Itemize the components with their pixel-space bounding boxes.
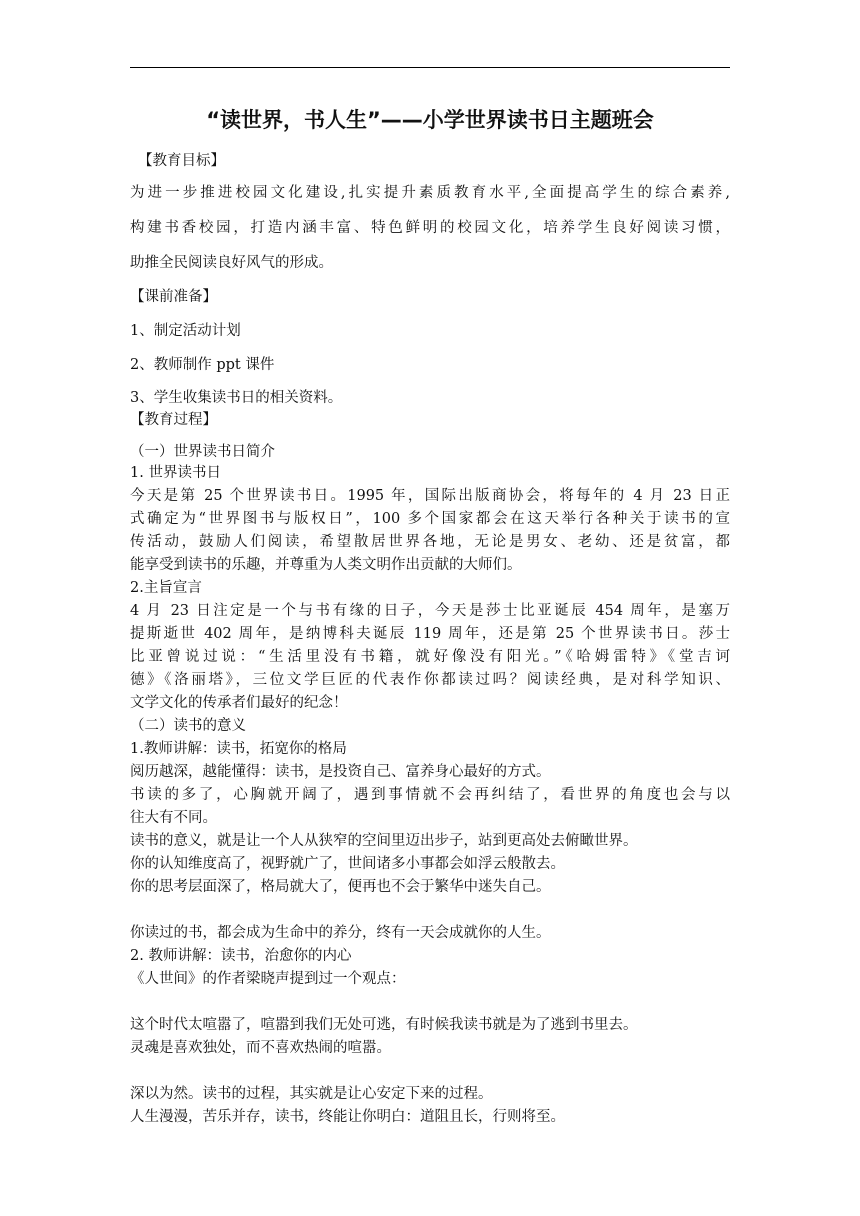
body-line: 今天是第 25 个世界读书日。1995 年，国际出版商协会，将每年的 4 月 23 日正 (130, 488, 730, 504)
quote-line: 灵魂是喜欢独处，而不喜欢热闹的喧嚣。 (130, 1040, 391, 1056)
section-heading: （二）读书的意义 (130, 718, 246, 734)
body-line: 读书的意义，就是让一个人从狭窄的空间里迈出步子，站到更高处去俯瞰世界。 (130, 833, 638, 849)
sub-heading: 2.主旨宣言 (130, 580, 202, 596)
body-line: 你读过的书，都会成为生命中的养分，终有一天会成就你的人生。 (130, 925, 551, 941)
body-line: 人生漫漫，苦乐并存，读书，终能让你明白：道阻且长，行则将至。 (130, 1109, 565, 1125)
body-line: 阅历越深，越能懂得：读书，是投资自己、富养身心最好的方式。 (130, 764, 551, 780)
body-line: 你的思考层面深了，格局就大了，便再也不会于繁华中迷失自己。 (130, 879, 551, 895)
body-line: 你的认知维度高了，视野就广了，世间诸多小事都会如浮云般散去。 (130, 856, 565, 872)
body-line: 式确定为“世界图书与版权日”，100 多个国家都会在这天举行各种关于读书的宣 (130, 511, 730, 527)
goal-heading: 【教育目标】 (138, 153, 225, 169)
body-line: 能享受到读书的乐趣，并尊重为人类文明作出贡献的大师们。 (130, 557, 522, 573)
body-line: 德》《洛丽塔》，三位文学巨匠的代表作你都读过吗？阅读经典，是对科学知识、 (130, 672, 730, 688)
goal-line: 为进一步推进校园文化建设,扎实提升素质教育水平,全面提高学生的综合素养, (130, 185, 730, 201)
body-line: 书读的多了，心胸就开阔了，遇到事情就不会再纠结了，看世界的角度也会与以 (130, 787, 730, 803)
sub-heading: 2. 教师讲解：读书，治愈你的内心 (130, 948, 352, 964)
section-heading: （一）世界读书日简介 (130, 444, 275, 460)
body-line: 文学文化的传承者们最好的纪念！ (130, 695, 348, 711)
prep-item: 3、学生收集读书日的相关资料。 (130, 390, 343, 406)
page-title: “读世界，书人生”——小学世界读书日主题班会 (206, 108, 654, 132)
sub-heading: 1. 世界读书日 (130, 465, 221, 481)
quote-line: 这个时代太喧嚣了，喧嚣到我们无处可逃，有时候我读书就是为了逃到书里去。 (130, 1017, 638, 1033)
goal-line: 构建书香校园，打造内涵丰富、特色鲜明的校园文化，培养学生良好阅读习惯， (130, 220, 730, 236)
body-line: 提斯逝世 402 周年，是纳博科夫诞辰 119 周年，还是第 25 个世界读书日。莎士 (130, 626, 730, 642)
body-line: 4 月 23 日注定是一个与书有缘的日子，今天是莎士比亚诞辰 454 周年，是塞万 (130, 603, 730, 619)
prep-item: 1、制定活动计划 (130, 323, 241, 339)
body-line: 深以为然。读书的过程，其实就是让心安定下来的过程。 (130, 1086, 493, 1102)
body-line: 往大有不同。 (130, 810, 217, 826)
goal-line: 助推全民阅读良好风气的形成。 (130, 255, 333, 271)
header-rule (130, 67, 730, 68)
body-line: 比亚曾说过说：“生活里没有书籍，就好像没有阳光。”《哈姆雷特》《堂吉诃 (130, 649, 730, 665)
prep-item: 2、教师制作 ppt 课件 (130, 357, 275, 373)
sub-heading: 1.教师讲解：读书，拓宽你的格局 (130, 741, 347, 757)
body-line: 传活动，鼓励人们阅读，希望散居世界各地，无论是男女、老幼、还是贫富，都 (130, 534, 730, 550)
process-heading: 【教育过程】 (130, 412, 217, 428)
prep-heading: 【课前准备】 (130, 289, 217, 305)
body-line: 《人世间》的作者梁晓声提到过一个观点： (130, 971, 406, 987)
